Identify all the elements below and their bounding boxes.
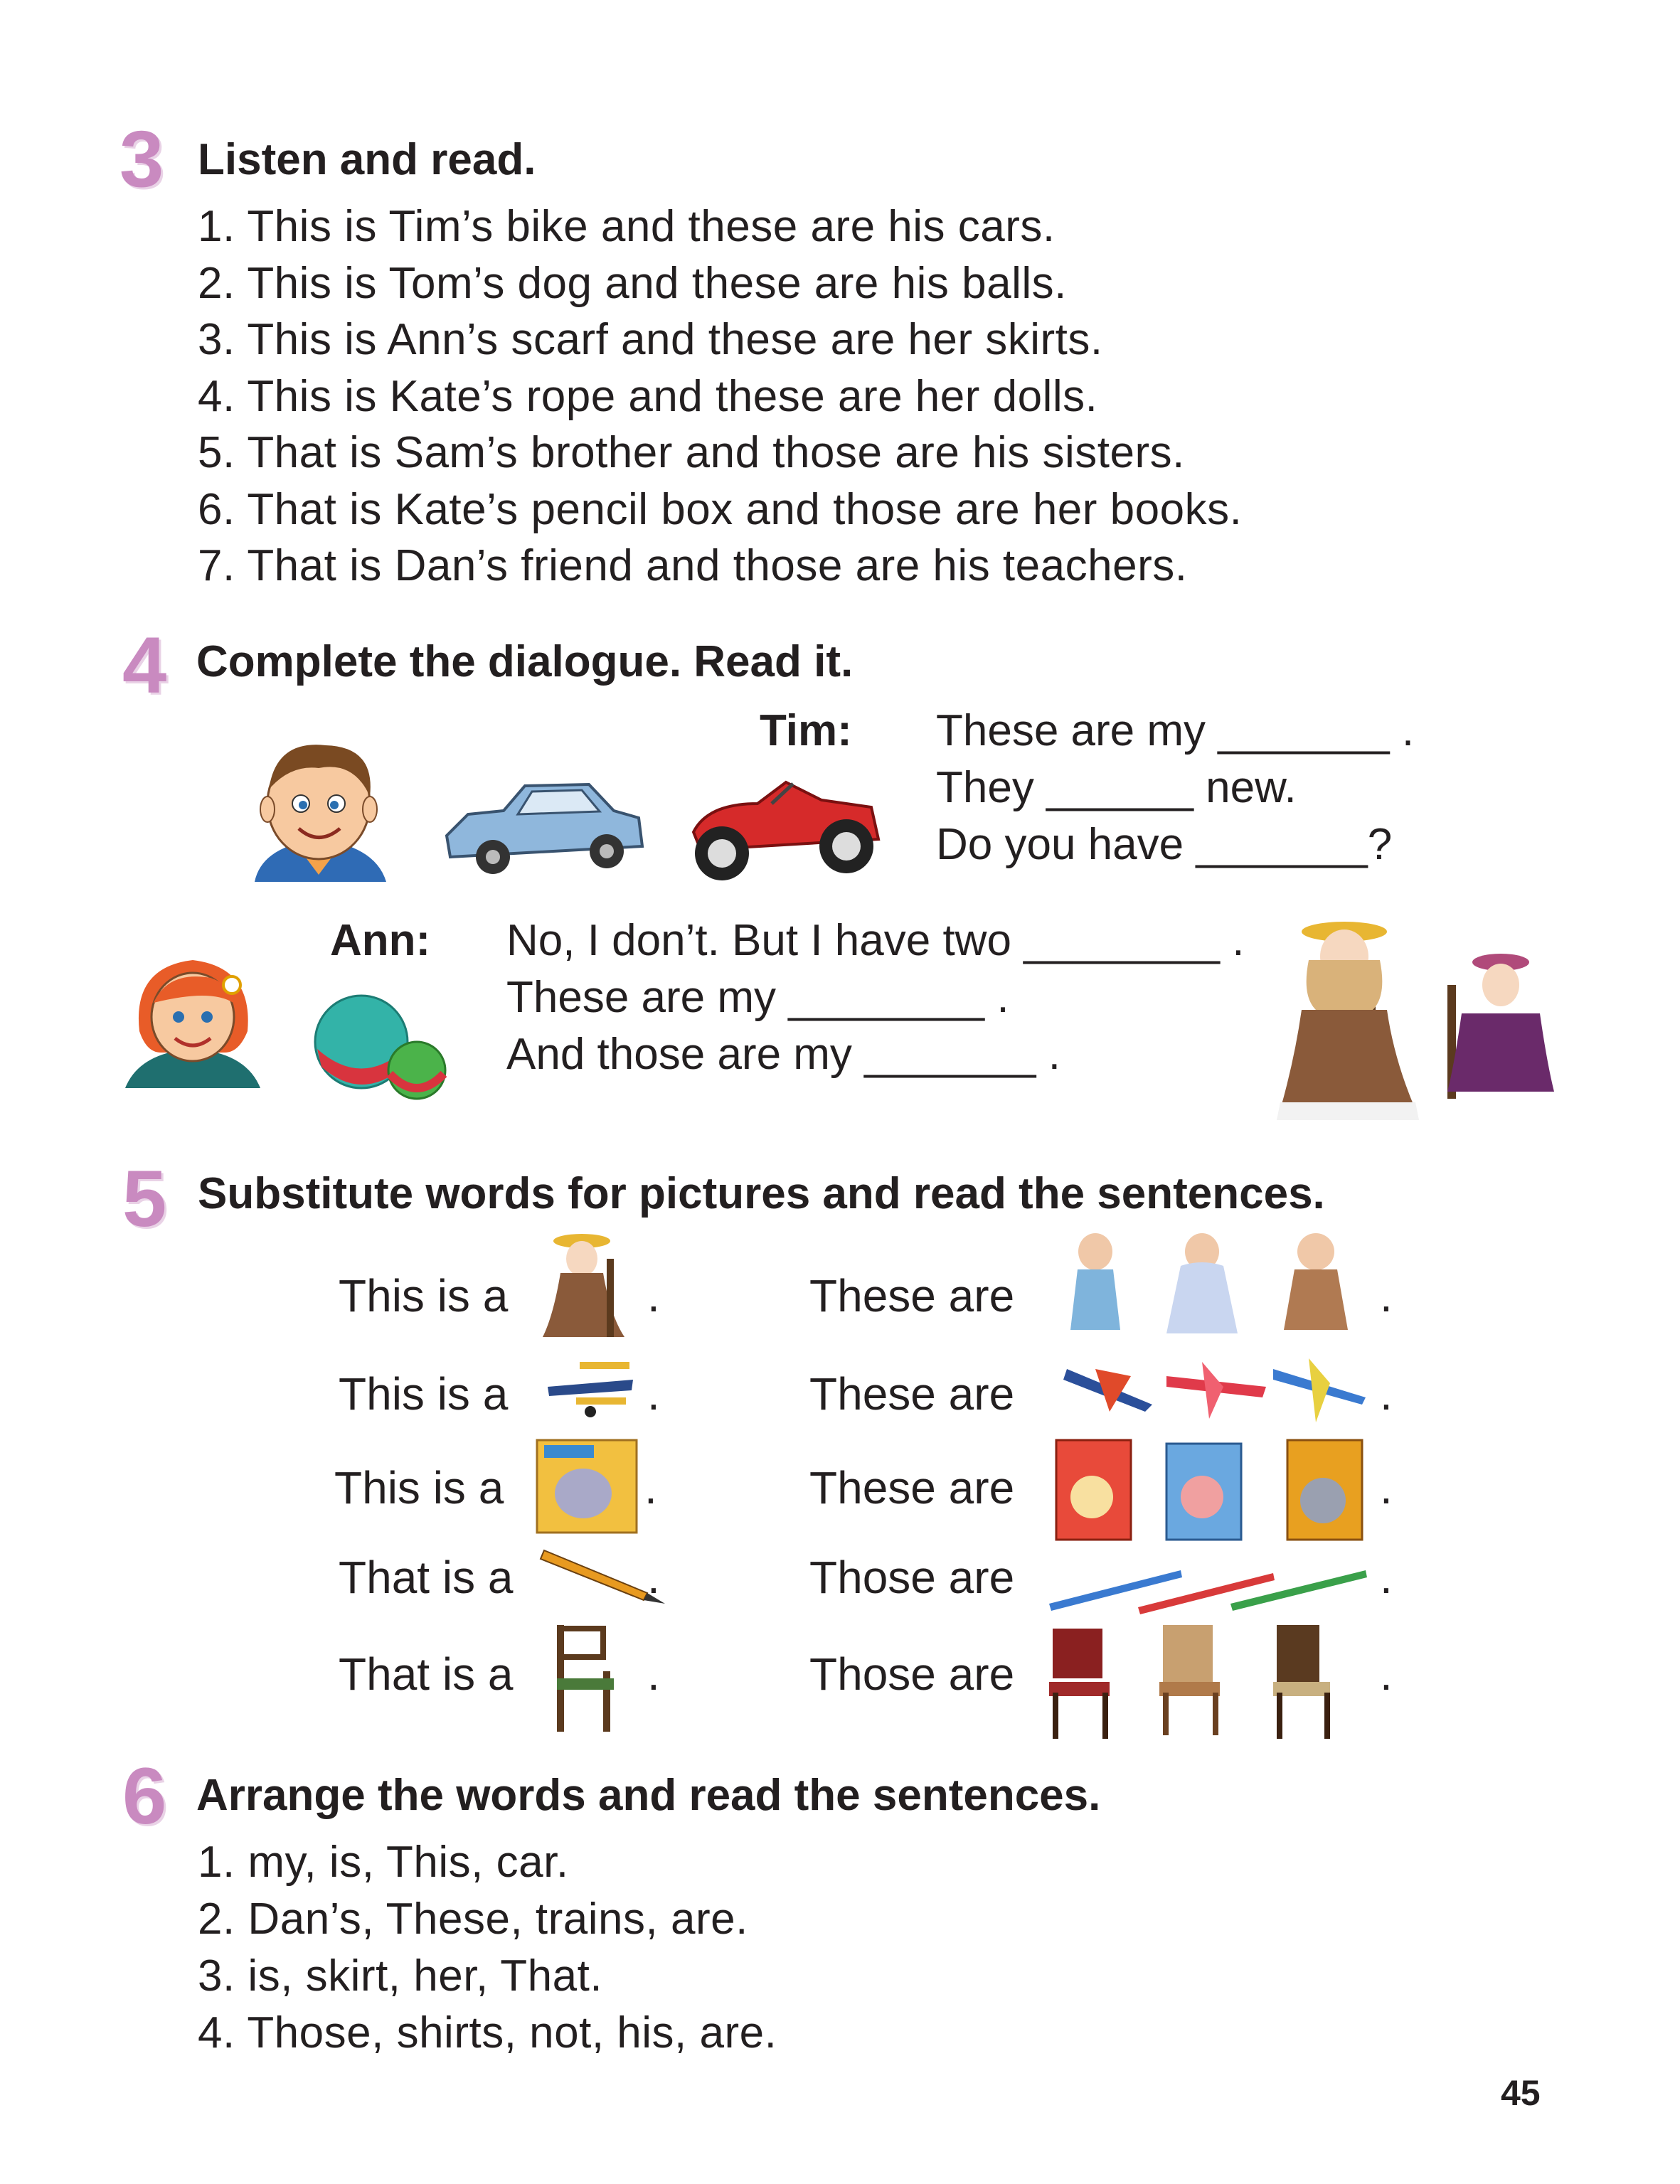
speaker-ann: Ann: xyxy=(330,916,431,965)
period-right-5: . xyxy=(1380,1648,1393,1700)
exercise-5-title: Substitute words for pictures and read the sentences. xyxy=(198,1169,1325,1218)
exercise-number-4: 4 xyxy=(122,621,167,710)
dolls-icon xyxy=(1067,1230,1366,1344)
exercise-3-line-7: 7. That is Dan’s friend and those are his teachers. xyxy=(198,541,1188,590)
exercise-6-line-2: 2. Dan’s, These, trains, are. xyxy=(198,1895,748,1944)
pencils-icon xyxy=(1046,1557,1380,1614)
exercise-4-title: Complete the dialogue. Read it. xyxy=(196,637,854,686)
tim-line-2: They ______ new. xyxy=(936,763,1297,812)
girl-ann-icon xyxy=(125,946,260,1088)
exercise-6-line-3: 3. is, skirt, her, That. xyxy=(198,1951,603,2001)
period-left-4: . xyxy=(647,1552,660,1603)
exercise-3-line-4: 4. This is Kate’s rope and these are her dolls. xyxy=(198,372,1098,421)
period-right-4: . xyxy=(1380,1552,1393,1603)
ann-line-1: No, I don’t. But I have two ________ . xyxy=(506,916,1245,965)
sentence-right-4: Those are xyxy=(809,1552,1015,1603)
ann-line-3: And those are my _______ . xyxy=(506,1030,1060,1079)
sentence-right-1: These are xyxy=(809,1270,1015,1321)
sentence-left-1: This is a xyxy=(339,1270,509,1321)
exercise-3-line-1: 1. This is Tim’s bike and these are his cars. xyxy=(198,202,1056,251)
exercise-number-5: 5 xyxy=(122,1154,167,1243)
plane-icon xyxy=(541,1355,640,1419)
page-number: 45 xyxy=(1501,2073,1541,2113)
chairs-icon xyxy=(1046,1621,1359,1742)
sentence-left-5: That is a xyxy=(339,1648,514,1700)
exercise-3-line-5: 5. That is Sam’s brother and those are his sisters. xyxy=(198,428,1185,477)
boy-tim-icon xyxy=(248,733,390,882)
exercise-3-line-6: 6. That is Kate’s pencil box and those are her books. xyxy=(198,485,1243,534)
exercise-number-6: 6 xyxy=(122,1752,167,1841)
planes-icon xyxy=(1060,1355,1373,1426)
tim-line-1: These are my _______ . xyxy=(936,706,1415,755)
period-right-2: . xyxy=(1380,1368,1393,1419)
doll-purple-icon xyxy=(1440,949,1561,1106)
period-right-3: . xyxy=(1380,1462,1393,1513)
exercise-6-line-1: 1. my, is, This, car. xyxy=(198,1838,569,1887)
exercise-3-title: Listen and read. xyxy=(198,135,536,184)
period-left-2: . xyxy=(647,1368,660,1419)
period-right-1: . xyxy=(1380,1270,1393,1321)
book-icon xyxy=(533,1437,640,1536)
doll-on-chair-icon xyxy=(1273,917,1430,1124)
speaker-tim: Tim: xyxy=(760,706,852,755)
ann-line-2: These are my ________ . xyxy=(506,973,1009,1022)
blue-car-icon xyxy=(440,772,646,878)
balls-icon xyxy=(312,989,454,1102)
doll-icon xyxy=(539,1230,639,1344)
exercise-3-line-2: 2. This is Tom’s dog and these are his balls. xyxy=(198,259,1067,308)
sentence-left-3: This is a xyxy=(334,1462,504,1513)
chair-icon xyxy=(553,1621,617,1735)
sentence-right-5: Those are xyxy=(809,1648,1015,1700)
period-left-3: . xyxy=(644,1462,657,1513)
sentence-right-2: These are xyxy=(809,1368,1015,1419)
exercise-number-3: 3 xyxy=(119,114,164,203)
sentence-right-3: These are xyxy=(809,1462,1015,1513)
red-racing-car-icon xyxy=(679,768,886,893)
exercise-3-line-3: 3. This is Ann’s scarf and these are her skirts. xyxy=(198,315,1103,364)
exercise-6-line-4: 4. Those, shirts, not, his, are. xyxy=(198,2008,777,2057)
sentence-left-2: This is a xyxy=(339,1368,509,1419)
exercise-6-title: Arrange the words and read the sentences. xyxy=(196,1771,1101,1820)
period-left-5: . xyxy=(647,1648,660,1700)
tim-line-3: Do you have _______? xyxy=(936,820,1393,869)
period-left-1: . xyxy=(647,1270,660,1321)
sentence-left-4: That is a xyxy=(339,1552,514,1603)
books-icon xyxy=(1053,1437,1373,1543)
